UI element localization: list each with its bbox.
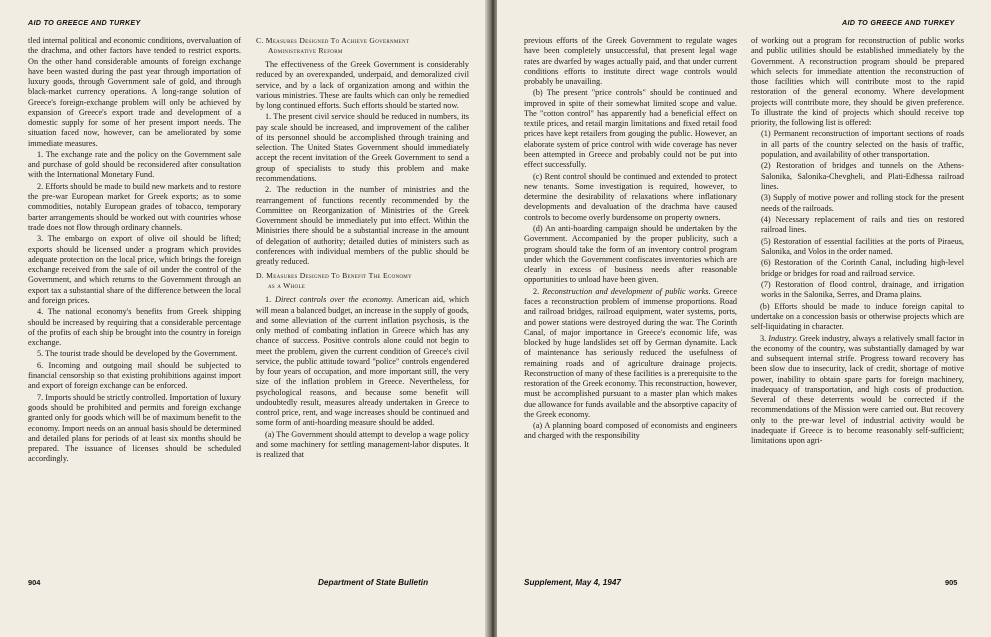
section-heading-d bbox=[256, 271, 469, 291]
list-item: (4) Necessary replacement of rails and ties on restored railroad lines. bbox=[761, 215, 964, 235]
paragraph bbox=[524, 287, 737, 420]
right-page-number: 905 bbox=[945, 578, 958, 587]
paragraph: (c) Rent control should be continued and extended to protect new tenants. Some investigation is required, however, to determine the desirability of relaxations where inflationary developments and devaluation of the drachma have caused controls to become overly burdensome on property owners. bbox=[524, 171, 737, 222]
left-running-head: AID TO GREECE AND TURKEY bbox=[28, 18, 141, 27]
paragraph-body: Greek industry, always a relatively small factor in the economy of the country, was substantially damaged by war and subsequent internal strife. Progress toward recovery has been slow due to insecurity, lack of credit, shortage of motive power, inability to obtain spare parts for foreign machinery, inadequacy of transportation, and high costs of production. Several of these deterrents would be corrected if the recommendations of the Mission were carried out. But recovery only to the pre-war level of industrial activity would be inadequate if Greece is to become reasonably self-sufficient; limitations upon agri- bbox=[751, 333, 964, 446]
right-column-2 bbox=[751, 36, 964, 584]
paragraph: 6. Incoming and outgoing mail should be subjected to financial censorship so that existing prohibitions against import and export of foreign exchange can be enforced. bbox=[28, 360, 241, 391]
paragraph: tled internal political and economic conditions, overvaluation of the drachma, and other factors have tended to restrict exports. On the other hand considerable amounts of foreign exchange have been wasted during the past year through importation of luxury goods, through Government sale of gold, and through black-market currency operations. A long-range solution of Greece's foreign-exchange problem will only be achieved by expansion of Greece's export trade and development of a domestic supply for some of her present import needs. The situation faced now, however, can be ameliorated by some immediate measures. bbox=[28, 36, 241, 148]
paragraph-italic-title: Industry. bbox=[768, 333, 798, 343]
left-column-1 bbox=[28, 36, 241, 584]
paragraph: (a) A planning board composed of economists and engineers and charged with the responsibility bbox=[524, 421, 737, 441]
paragraph-body: Greece faces a reconstruction problem of immense proportions. Road and railroad bridges, railroad equipment, water systems, ports, and power stations were destroyed during the war. The Corinth Canal, of major importance in Greece's economic life, was blocked by huge landslides set off by German dynamite. Lack of maintenance has seriously reduced the usefulness of remaining roads and of agriculture drainage projects. Reconstruction of many of these facilities is a prerequisite to the restoration of the Greek economy. This reconstruction, however, must be accomplished pursuant to a master plan which makes due allowance for funds available and the absorptive capacity of the Greek economy. bbox=[524, 286, 737, 419]
paragraph: 4. The national economy's benefits from Greek shipping should be increased by requiring that a considerable percentage of the profits of each ship be brought into the country in foreign exchange. bbox=[28, 307, 241, 347]
list-item: (7) Restoration of flood control, drainage, and irrigation works in the Salonika, Serres, and Drama plains. bbox=[761, 280, 964, 300]
paragraph: (a) The Government should attempt to develop a wage policy and some machinery for settling management-labor disputes. It is realized that bbox=[256, 429, 469, 460]
list-item: (3) Supply of motive power and rolling stock for the present needs of the railroads. bbox=[761, 193, 964, 213]
left-column-2 bbox=[256, 36, 469, 584]
paragraph: 2. The reduction in the number of ministries and the rearrangement of functions recently recommended by the Committee on Reorganization of Ministries of the Greek Government should be immediately put into effect. Within the Ministries there should be a substantial increase in the amount of delegation of authority; detailed duties of ministers such as conferences with individual members of the public should be greatly reduced. bbox=[256, 185, 469, 267]
list-item: (2) Restoration of bridges and tunnels on the Athens-Salonika, Salonika-Chevgheli, and Plati-Edhessa railroad lines. bbox=[761, 161, 964, 191]
paragraph: 7. Imports should be strictly controlled. Importation of luxury goods should be prohibited and permits and foreign exchange granted only for goods which will be of maximum benefit to the economy. Import needs on an annual basis should be determined and detailed plans for periods of at least six months should be prepared. The issuance of licenses should be scheduled accordingly. bbox=[28, 392, 241, 464]
left-footer-title: Department of State Bulletin bbox=[318, 578, 429, 587]
paragraph-lead: 3. bbox=[760, 333, 769, 343]
right-running-head: AID TO GREECE AND TURKEY bbox=[842, 18, 955, 27]
paragraph: (b) Efforts should be made to induce foreign capital to undertake on a concession basis or otherwise projects which are self-liquidating in character. bbox=[751, 301, 964, 332]
list-item: (1) Permanent reconstruction of important sections of roads in all parts of the country selected on the basis of traffic, population, and availability of other transportation. bbox=[761, 129, 964, 159]
paragraph: of working out a program for reconstruction of public works and public utilities should be established immediately by the Government. A reconstruction program should be prepared which selects for immediate attention the reconstruction of those facilities which will contribute most to the rapid restoration of the general economy. Where development projects will contribute more, they should be given preference. To illustrate the kind of projects which should receive top priority, the following list is offered: bbox=[751, 36, 964, 127]
paragraph-body: American aid, which will mean a balanced budget, an increase in the supply of goods, and some alleviation of the current inflation psychosis, is the only method of combating inflation in Greece which has any chance of success. Positive controls alone could not begin to meet the problem, given the current condition of Greece's civil service, the public attitude toward "police" controls engendered by four years of occupation, and more important still, the very size of the inflation problem in Greece. Nevertheless, for psychological reasons, and because some benefit will undoubtedly result, measures already undertaken in Greece to control price, rent, and wage increases should be continued and some form of anti-hoarding measure should be added. bbox=[256, 295, 469, 428]
paragraph: (b) The present "price controls" should be continued and improved in spite of their somewhat limited scope and value. The "cotton control" has apparently had a beneficial effect on textile prices, and retail margin limitations and fixed retail food prices have kept retailers from gouging the public. However, an elaborate system of price control with wide coverage has never been attempted in Greece and probably could not be put into effect successfully. bbox=[524, 88, 737, 170]
priority-list bbox=[751, 129, 964, 300]
paragraph: 1. The present civil service should be reduced in numbers, its pay scale should be increased, and improvement of the caliber of its personnel should be accomplished through training and selection. The United States Government should immediately accept the recent invitation of the Greek Government to send a group of specialists to study this problem and make recommendations. bbox=[256, 112, 469, 183]
paragraph: 2. Efforts should be made to build new markets and to restore the pre-war European market for Greek exports; as to some commodities, notably European grades of tobacco, temporary barter arrangements should be worked out with countries whose trade does not flow through ordinary channels. bbox=[28, 181, 241, 232]
paragraph: previous efforts of the Greek Government to regulate wages have been completely unsuccessful, that present legal wage rates are dwarfed by wages actually paid, and that under current conditions efforts to institute direct wage controls would probably be unavailing. bbox=[524, 36, 737, 86]
left-page-number: 904 bbox=[28, 578, 41, 587]
paragraph-lead: 2. bbox=[533, 286, 543, 296]
paragraph bbox=[751, 334, 964, 447]
section-heading-c-line1: C. Measures Designed To Achieve Government bbox=[256, 36, 410, 45]
left-page bbox=[0, 0, 489, 637]
paragraph: The effectiveness of the Greek Government is considerably reduced by an overexpanded, underpaid, and demoralized civil service, and by a lack of organization among and within the various ministries. These are faults which can only be remedied by long continued efforts. Such efforts should be started now. bbox=[256, 60, 469, 110]
paragraph: 5. The tourist trade should be developed by the Government. bbox=[37, 349, 238, 359]
paragraph: 3. The embargo on export of olive oil should be lifted; exports should be licensed under a program which provides adequate protection on the local price, which brings the foreign exchange received from the sale of oil under the control of the Government, and which returns to the Government through an export tax a substantial share of the difference between the local and foreign prices. bbox=[28, 234, 241, 305]
section-heading-d-line2: as a Whole bbox=[268, 281, 306, 291]
right-footer-title: Supplement, May 4, 1947 bbox=[524, 578, 621, 587]
paragraph-lead: 1. bbox=[265, 295, 275, 305]
section-heading-d-line1: D. Measures Designed To Benefit The Economy bbox=[256, 271, 412, 281]
paragraph: (d) An anti-hoarding campaign should be undertaken by the Government. Accompanied by the proper publicity, such a program should take the form of an inventory control program under which the Government confiscates inventories which are clearly in excess of business needs after reasonable opportunities to unload have been given. bbox=[524, 224, 737, 285]
right-page bbox=[497, 0, 991, 637]
paragraph-italic-title: Reconstruction and development of public works. bbox=[542, 286, 711, 296]
list-item: (5) Restoration of essential facilities at the ports of Piraeus, Salonika, and Volos in the order named. bbox=[761, 236, 964, 256]
list-item: (6) Restoration of the Corinth Canal, including high-level bridge or bridges for road and railroad service. bbox=[761, 258, 964, 278]
right-column-1 bbox=[524, 36, 737, 584]
section-heading-c-line2: Administrative Reform bbox=[268, 46, 343, 55]
paragraph: 1. The exchange rate and the policy on the Government sale and purchase of gold should be reconsidered after consultation with the International Monetary Fund. bbox=[28, 149, 241, 180]
paragraph bbox=[256, 295, 469, 428]
section-heading-c bbox=[256, 36, 469, 56]
paragraph-italic-title: Direct controls over the economy. bbox=[274, 295, 394, 305]
